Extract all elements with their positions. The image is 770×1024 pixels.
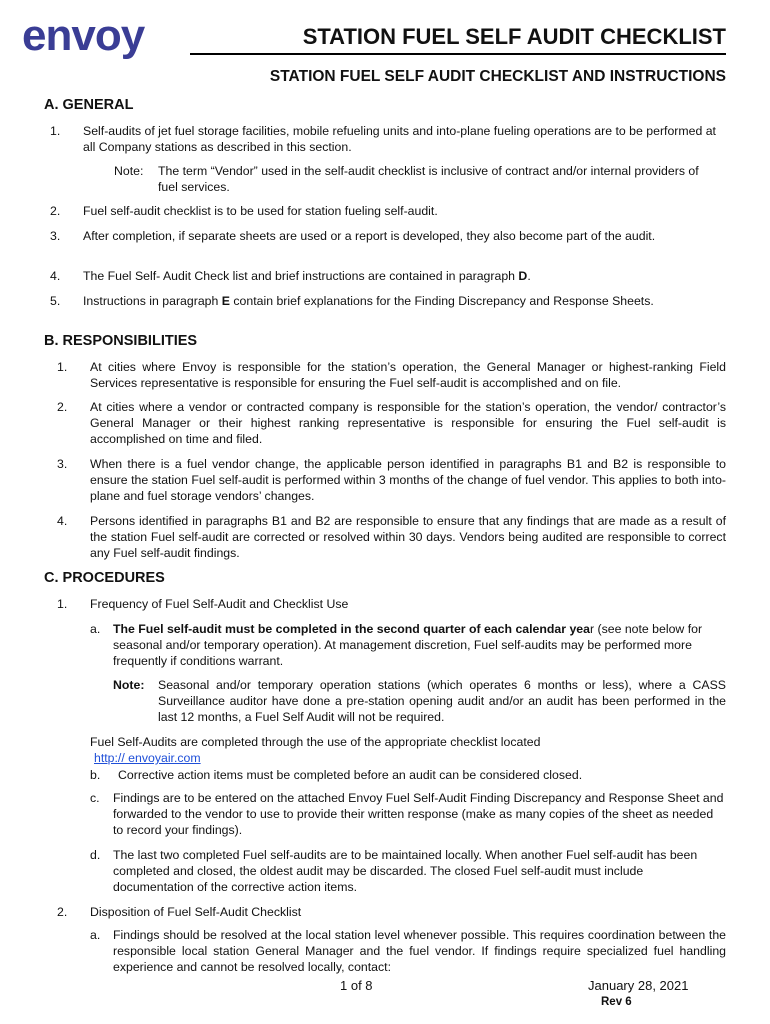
list-number: 2. (57, 905, 68, 919)
text-run: Instructions in paragraph (83, 294, 222, 308)
note-label: Note: (114, 164, 144, 178)
section-c-heading: C. PROCEDURES (44, 570, 165, 586)
sub-item-letter: d. (90, 848, 101, 862)
list-item: At cities where a vendor or contracted company is responsible for the station’s operation, the vendor/ contractor’s General Manager or their highest ranking representative is responsible for ensuring the Fuel self-audit is accomplished on time and filed. (90, 400, 726, 446)
text-run: r (see note below for seasonal and/or temporary operation). At management discretion, Fuel self-audits may be performed more frequently if conditions warrant. (113, 622, 703, 668)
list-item: Disposition of Fuel Self-Audit Checklist (90, 905, 302, 919)
section-a-heading: A. GENERAL (44, 97, 134, 113)
list-item: Self-audits of jet fuel storage facilities, mobile refueling units and into-plane fueling operations are to be performed at all Company stations as described in this section. (83, 124, 716, 154)
section-b-heading: B. RESPONSIBILITIES (44, 333, 198, 349)
bold-text: E (221, 294, 230, 308)
sub-item-text: Findings are to be entered on the attached Envoy Fuel Self-Audit Finding Discrepancy and Response Sheet and forwarded to the vendor to use to provide their written response (make as many copies of the sheet as needed to record your findings). (113, 791, 724, 837)
list-number: 4. (50, 269, 61, 283)
list-number: 2. (57, 400, 68, 414)
list-number: 2. (50, 204, 61, 218)
sub-item-letter: b. (90, 768, 101, 782)
list-number: 3. (57, 457, 68, 471)
list-item: Fuel self-audit checklist is to be used for station fueling self-audit. (83, 204, 438, 218)
list-item: At cities where Envoy is responsible for the station’s operation, the General Manager or highest-ranking Field Services representative is responsible for ensuring the Fuel self-audit is accomplished and on file. (90, 360, 726, 390)
sub-item-text: Findings should be resolved at the local station level whenever possible. This requires coordination between the responsible local station General Manager and the fuel vendor. If findings require specialized fuel handling experience and cannot be resolved locally, contact: (113, 928, 726, 974)
list-number: 3. (50, 229, 61, 243)
note-text: Seasonal and/or temporary operation stations (which operates 6 months or less), where a CASS Surveillance auditor have done a pre-station opening audit and/or an audit has been performed in the last 12 months, a Fuel Self Audit will not be required. (158, 678, 726, 724)
list-number: 1. (57, 360, 68, 374)
list-item: When there is a fuel vendor change, the applicable person identified in paragraphs B1 and B2 is responsible to ensure the station Fuel self-audit is performed within 3 months of the change of fuel vendor. This applies to both into-plane and fuel storage vendors’ changes. (90, 457, 726, 503)
sub-item-text (113, 621, 726, 669)
envoyair-link[interactable]: http:// envoyair.com (94, 751, 201, 765)
envoy-logo (22, 11, 162, 62)
logo-text: envoy (22, 11, 145, 60)
text-run: contain brief explanations for the Finding Discrepancy and Response Sheets. (229, 294, 654, 308)
list-item: Frequency of Fuel Self-Audit and Checklist Use (90, 597, 349, 611)
title-underline (190, 53, 726, 55)
revision-date: January 28, 2021 (588, 978, 689, 993)
checklist-location-text: Fuel Self-Audits are completed through the use of the appropriate checklist located (90, 735, 541, 749)
page-subtitle: STATION FUEL SELF AUDIT CHECKLIST AND INSTRUCTIONS (269, 68, 726, 85)
sub-item-text: The last two completed Fuel self-audits are to be maintained locally. When another Fuel self-audit has been completed and closed, the oldest audit may be discarded. The closed Fuel self-audit must include documentation of the corrective action items. (113, 848, 698, 894)
text-run: . (527, 269, 531, 283)
note-label: Note: (113, 678, 145, 692)
revision-number: Rev 6 (601, 996, 632, 1008)
note-text: The term “Vendor” used in the self-audit checklist is inclusive of contract and/or internal providers of fuel services. (158, 164, 699, 194)
list-number: 4. (57, 514, 68, 528)
sub-item-letter: a. (90, 928, 101, 942)
bold-text: The Fuel self-audit must be completed in the second quarter of each calendar yea (113, 622, 590, 636)
sub-item-letter: a. (90, 622, 101, 636)
page-title: STATION FUEL SELF AUDIT CHECKLIST (302, 24, 726, 49)
list-item (83, 293, 695, 309)
list-item: After completion, if separate sheets are used or a report is developed, they also become part of the audit. (83, 229, 656, 243)
sub-item-text: Corrective action items must be completed before an audit can be considered closed. (118, 768, 583, 782)
list-number: 1. (57, 597, 68, 611)
list-item (83, 268, 729, 284)
text-run: The Fuel Self- Audit Check list and brief instructions are contained in paragraph (83, 269, 519, 283)
sub-item-letter: c. (90, 791, 100, 805)
page-number: 1 of 8 (340, 978, 373, 993)
list-number: 1. (50, 124, 61, 138)
list-number: 5. (50, 294, 61, 308)
bold-text: D (518, 269, 528, 283)
list-item: Persons identified in paragraphs B1 and B2 are responsible to ensure that any findings that are made as a result of the station Fuel self-audit are corrected or resolved within 30 days. Vendors being audited are responsible to correct any Fuel self-audit findings. (90, 514, 726, 560)
